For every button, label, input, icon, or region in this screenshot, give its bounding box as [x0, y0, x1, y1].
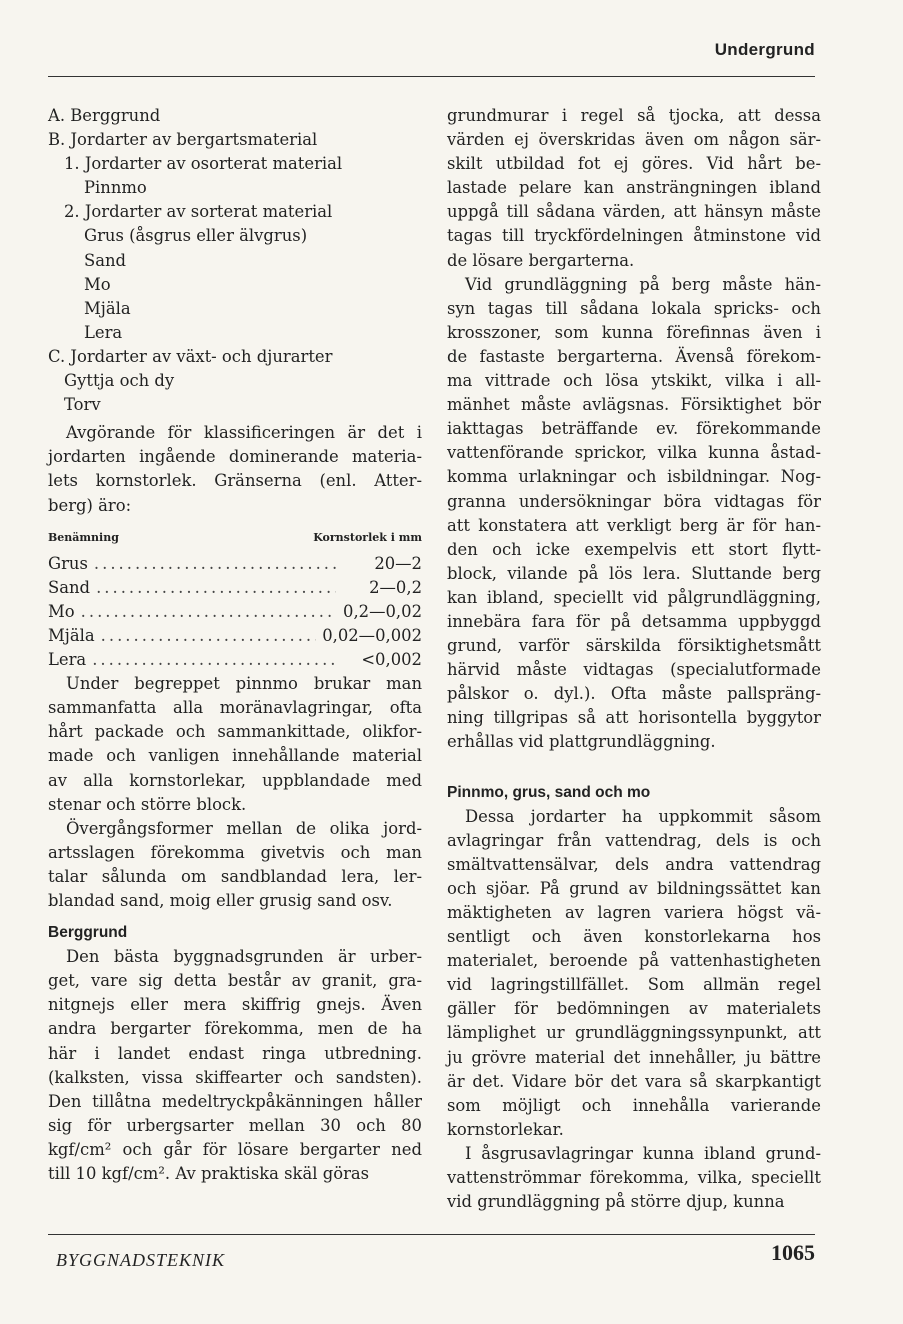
- outline-item: Mjäla: [84, 298, 131, 318]
- table-row: [48, 576, 422, 600]
- text-line: nitgnejs eller mera skiffrig gnejs. Även: [48, 995, 422, 1015]
- table-row: [48, 600, 422, 624]
- text-line: blandad sand, moig eller grusig sand osv.: [48, 891, 393, 910]
- paragraph-foundation-walls: [447, 104, 821, 273]
- classification-outline: [48, 104, 422, 417]
- column-header-name: Benämning: [48, 530, 119, 544]
- leader-dots: [92, 648, 336, 672]
- text-line: Den bästa byggnadsgrunden är urber-: [66, 947, 422, 967]
- text-line: gäller för bedömningen av materialets: [447, 999, 821, 1019]
- leader-dots: [94, 552, 336, 576]
- text-line: ju grövre material det innehåller, ju bättre: [447, 1047, 821, 1067]
- outline-item: B. Jordarter av bergartsmaterial: [48, 130, 318, 150]
- text-line: Avgörande för klassificeringen är det i: [66, 423, 422, 443]
- text-line: ma vittrade och lösa ytskikt, vilka i all-: [447, 371, 821, 391]
- soil-name: Mjäla: [48, 625, 95, 645]
- text-line: lämplighet ur grundläggningssynpunkt, att: [447, 1023, 821, 1043]
- outline-item: Grus (åsgrus eller älvgrus): [84, 226, 308, 246]
- outline-item: Pinnmo: [84, 178, 147, 198]
- left-column: [48, 104, 422, 1186]
- outline-item: Sand: [84, 250, 127, 270]
- paragraph-groundwater: [447, 1142, 821, 1214]
- text-line: syn tagas till sådana lokala spricks- och: [447, 298, 821, 318]
- table-header: [48, 526, 422, 550]
- leader-dots: [96, 576, 336, 600]
- table-row: [48, 648, 422, 672]
- right-column: [447, 104, 821, 1214]
- text-line: lets kornstorlek. Gränserna (enl. Atter-: [48, 471, 422, 491]
- paragraph-deposits: [447, 805, 821, 1142]
- journal-name: BYGGNADSTEKNIK: [56, 1250, 226, 1270]
- text-line: granna undersökningar böra vidtagas för: [447, 491, 821, 511]
- text-line: som möjligt och innehålla varierande: [447, 1095, 821, 1115]
- text-line: artsslagen förekomma givetvis och man: [48, 842, 422, 862]
- text-line: kan ibland, speciellt vid pålgrundläggning,: [447, 587, 821, 607]
- text-line: kgf/cm² och går för lösare bergarter ned: [48, 1139, 422, 1159]
- text-line: av alla kornstorlekar, uppblandade med: [48, 770, 422, 790]
- text-line: här i landet endast ringa utbredning.: [48, 1043, 422, 1063]
- text-line: talar sålunda om sandblandad lera, ler-: [48, 866, 422, 886]
- paragraph-grain-size: [48, 421, 422, 517]
- text-line: de fastaste bergarterna. Ävenså förekom-: [447, 346, 821, 366]
- text-line: ning tillgripas så att horisontella byggytor: [447, 708, 821, 728]
- soil-name: Lera: [48, 650, 87, 670]
- leader-dots: [81, 600, 336, 624]
- text-line: uppgå till sådana värden, att hänsyn måste: [447, 202, 821, 222]
- outline-item: C. Jordarter av växt- och djurarter: [48, 346, 333, 366]
- text-line: avlagringar från vattendrag, dels is och: [447, 830, 821, 850]
- text-line: block, vilande på lös lera. Sluttande berg: [447, 563, 821, 583]
- outline-item: 2. Jordarter av sorterat material: [64, 202, 333, 222]
- text-line: grund, varför särskilda försiktighetsmått: [447, 636, 821, 656]
- soil-name: Grus: [48, 553, 88, 573]
- text-line: sig för urbergsarter mellan 30 och 80: [48, 1115, 422, 1135]
- text-line: berg) äro:: [48, 495, 132, 515]
- grain-size-value: <0,002: [361, 650, 422, 670]
- text-line: värden ej överskridas även om någon sär-: [447, 130, 821, 150]
- text-line: andra bergarter förekomma, men de ha: [48, 1019, 422, 1039]
- text-line: komma urlakningar och isbildningar. Nog-: [447, 467, 821, 487]
- text-line: get, vare sig detta består av granit, gra-: [48, 971, 422, 991]
- table-row: [48, 552, 422, 576]
- text-line: (kalksten, vissa skiffearter och sandsten).: [48, 1067, 422, 1087]
- text-line: till 10 kgf/cm². Av praktiska skäl göras: [48, 1164, 370, 1184]
- text-line: Vid grundläggning på berg måste hän-: [465, 274, 821, 294]
- text-line: härvid måste vidtagas (specialutformade: [447, 660, 821, 680]
- outline-item: Lera: [84, 322, 123, 342]
- outline-item: Gyttja och dy: [64, 371, 175, 391]
- soil-name: Sand: [48, 577, 91, 597]
- text-line: grundmurar i regel så tjocka, att dessa: [447, 106, 821, 125]
- grain-size-value: 0,02—0,002: [322, 625, 422, 645]
- text-line: skilt utbildad fot ej göres. Vid hårt be-: [447, 154, 821, 174]
- text-line: lastade pelare kan ansträngningen ibland: [447, 178, 821, 198]
- text-line: tagas till tryckfördelningen åtminstone vid: [447, 226, 821, 246]
- header-rule: [48, 76, 815, 77]
- grain-size-value: 0,2—0,02: [343, 601, 422, 621]
- text-line: materialet, beroende på vattenhastigheten: [447, 951, 821, 971]
- text-line: Övergångsformer mellan de olika jord-: [66, 818, 422, 838]
- text-line: innebära fara för på detsamma uppbyggd: [447, 611, 821, 631]
- text-line: mäktigheten av lagren variera högst vä-: [447, 903, 821, 922]
- text-line: made och vanligen innehållande material: [48, 746, 422, 766]
- column-header-size: Kornstorlek i mm: [313, 530, 422, 544]
- text-line: sammanfatta alla moränavlagringar, ofta: [48, 698, 422, 718]
- text-line: de lösare bergarterna.: [447, 250, 635, 270]
- table-row: [48, 624, 422, 648]
- text-line: sentligt och även konstorlekarna hos: [447, 927, 821, 947]
- text-line: vattenförande sprickor, vilka kunna åstad-: [447, 443, 821, 463]
- text-line: och sjöar. På grund av bildningssättet kan: [447, 878, 821, 898]
- text-line: är det. Vidare bör det vara så skarpkantigt: [447, 1071, 821, 1091]
- text-line: stenar och större block.: [48, 794, 247, 814]
- text-line: erhållas vid plattgrundläggning.: [447, 732, 716, 752]
- text-line: krosszoner, som kunna förefinnas även i: [447, 322, 821, 342]
- running-header: Undergrund: [714, 40, 815, 59]
- outline-item: Torv: [64, 395, 101, 415]
- grain-size-table: [48, 552, 422, 672]
- paragraph-pinnmo: [48, 672, 422, 817]
- text-line: Den tillåtna medeltryckpåkänningen håller: [48, 1091, 422, 1111]
- text-line: Under begreppet pinnmo brukar man: [66, 674, 422, 694]
- subheading-pinnmo-grus: Pinnmo, grus, sand och mo: [447, 783, 651, 801]
- text-line: pålskor o. dyl.). Ofta måste pallspräng-: [447, 684, 821, 704]
- page-number: 1065: [771, 1240, 815, 1265]
- text-line: jordarten ingående dominerande materia-: [48, 447, 422, 467]
- text-line: iakttagas beträffande ev. förekommande: [447, 419, 821, 439]
- text-line: hårt packade och sammankittade, olikfor-: [48, 722, 422, 742]
- grain-size-value: 20—2: [374, 553, 422, 573]
- footer-rule: [48, 1234, 815, 1235]
- text-line: att konstatera att verkligt berg är för han-: [447, 515, 821, 535]
- grain-size-value: 2—0,2: [369, 577, 422, 597]
- text-line: vattenströmmar förekomma, vilka, speciellt: [447, 1168, 821, 1188]
- text-line: mänhet måste avlägsnas. Försiktighet bör: [447, 395, 821, 415]
- text-line: den och icke exempelvis ett stort flytt-: [447, 539, 821, 559]
- soil-name: Mo: [48, 601, 75, 621]
- paragraph-rock-foundation: [447, 273, 821, 755]
- subheading-berggrund: Berggrund: [48, 924, 128, 942]
- paragraph-bedrock: [48, 945, 422, 1186]
- text-line: kornstorlekar.: [447, 1119, 564, 1139]
- text-line: Dessa jordarter ha uppkommit såsom: [465, 806, 821, 826]
- text-line: smältvattensälvar, dels andra vattendrag: [447, 854, 821, 874]
- leader-dots: [101, 624, 317, 648]
- paragraph-transitions: [48, 817, 422, 913]
- text-line: I åsgrusavlagringar kunna ibland grund-: [465, 1143, 821, 1163]
- text-line: vid lagringstillfället. Som allmän regel: [447, 975, 821, 995]
- outline-item: 1. Jordarter av osorterat material: [64, 154, 343, 174]
- outline-item: Mo: [84, 274, 111, 294]
- text-line: vid grundläggning på större djup, kunna: [447, 1192, 785, 1212]
- outline-item: A. Berggrund: [48, 106, 161, 125]
